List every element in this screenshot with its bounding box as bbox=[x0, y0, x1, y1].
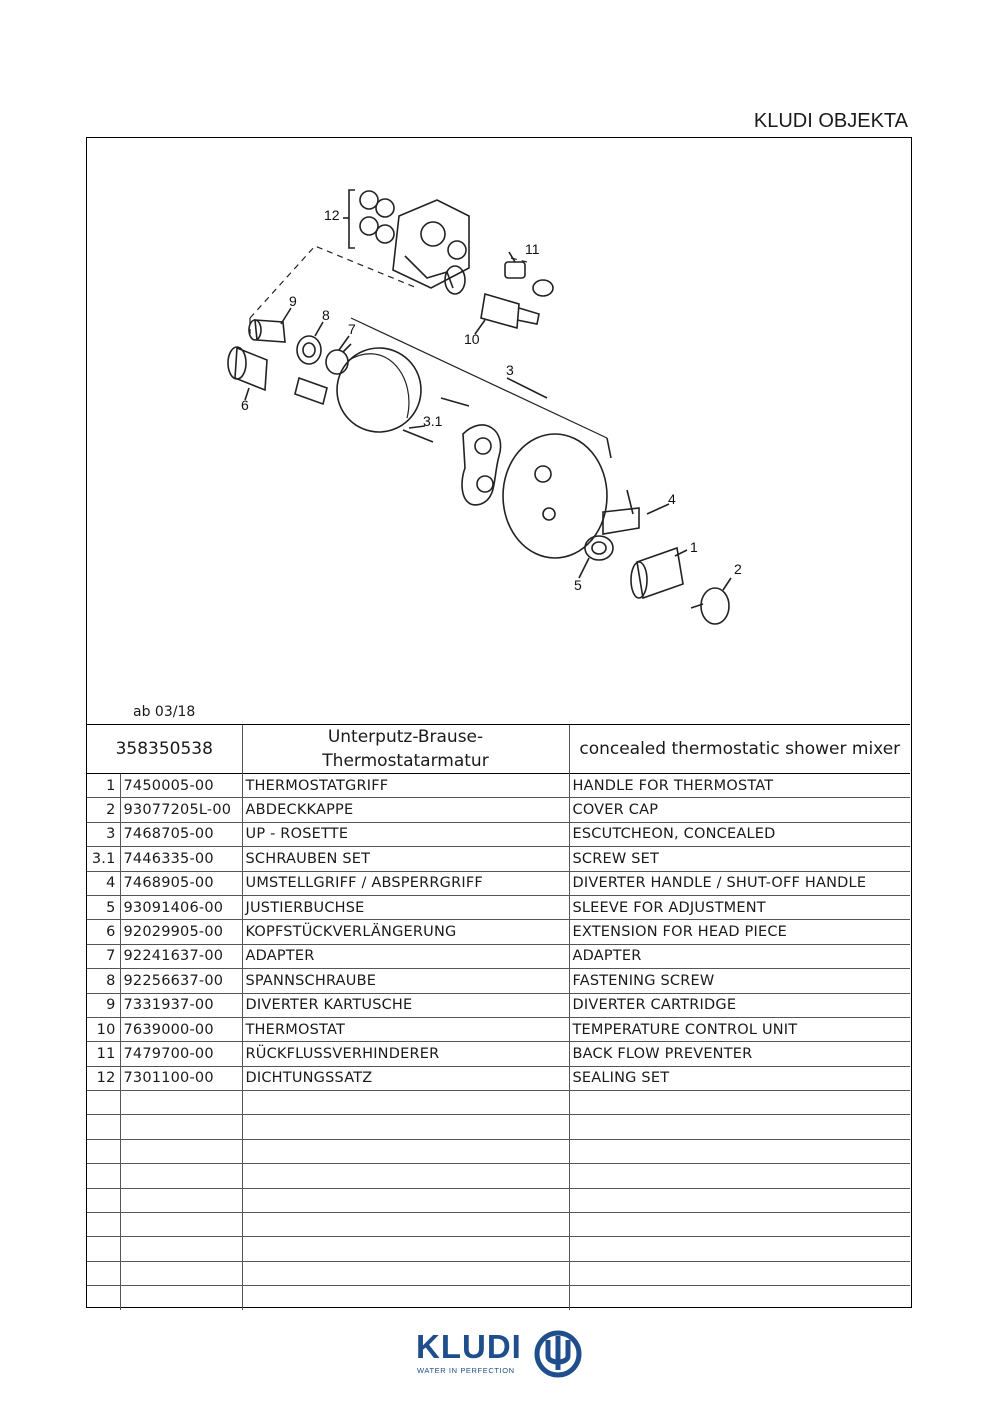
part-article-number bbox=[120, 1164, 242, 1188]
part-article-number: 7468705-00 bbox=[120, 822, 242, 846]
part-position bbox=[87, 1213, 120, 1237]
part-name-en bbox=[569, 1286, 910, 1310]
part-name-de bbox=[242, 1139, 569, 1163]
callout-3: 3 bbox=[506, 362, 514, 378]
part-position: 7 bbox=[87, 944, 120, 968]
part-name-de: RÜCKFLUSSVERHINDERER bbox=[242, 1042, 569, 1066]
part-name-en: ADAPTER bbox=[569, 944, 910, 968]
part-name-en bbox=[569, 1188, 910, 1212]
part-name-en: EXTENSION FOR HEAD PIECE bbox=[569, 920, 910, 944]
part-name-de: THERMOSTAT bbox=[242, 1017, 569, 1041]
callout-11: 11 bbox=[525, 241, 540, 257]
table-row bbox=[87, 1017, 910, 1041]
part-name-de bbox=[242, 1188, 569, 1212]
kludi-logo bbox=[416, 1328, 586, 1378]
part-article-number: 92241637-00 bbox=[120, 944, 242, 968]
callout-8: 8 bbox=[322, 307, 330, 323]
part-position: 9 bbox=[87, 993, 120, 1017]
part-name-en bbox=[569, 1091, 910, 1115]
part-name-en: BACK FLOW PREVENTER bbox=[569, 1042, 910, 1066]
callout-9: 9 bbox=[289, 293, 297, 309]
brand-tagline: WATER IN PERFECTION bbox=[417, 1366, 515, 1375]
table-row bbox=[87, 871, 910, 895]
article-number: 358350538 bbox=[87, 725, 242, 774]
table-row bbox=[87, 1115, 910, 1139]
part-name-en bbox=[569, 1237, 910, 1261]
part-position bbox=[87, 1164, 120, 1188]
part-position: 8 bbox=[87, 969, 120, 993]
sealing-set-bracket bbox=[349, 190, 355, 248]
part-position: 3 bbox=[87, 822, 120, 846]
part-article-number: 7450005-00 bbox=[120, 774, 242, 798]
part-position: 5 bbox=[87, 895, 120, 919]
part-article-number: 7479700-00 bbox=[120, 1042, 242, 1066]
table-row bbox=[87, 920, 910, 944]
part-position bbox=[87, 1139, 120, 1163]
part-position: 10 bbox=[87, 1017, 120, 1041]
table-row bbox=[87, 895, 910, 919]
table-row bbox=[87, 1139, 910, 1163]
part-name-en: DIVERTER HANDLE / SHUT-OFF HANDLE bbox=[569, 871, 910, 895]
part-position bbox=[87, 1115, 120, 1139]
part-name-de: ABDECKKAPPE bbox=[242, 798, 569, 822]
table-row bbox=[87, 944, 910, 968]
part-name-en: SCREW SET bbox=[569, 847, 910, 871]
part-name-de: KOPFSTÜCKVERLÄNGERUNG bbox=[242, 920, 569, 944]
part-article-number: 7468905-00 bbox=[120, 871, 242, 895]
part-position bbox=[87, 1188, 120, 1212]
part-article-number bbox=[120, 1115, 242, 1139]
part-article-number: 92029905-00 bbox=[120, 920, 242, 944]
part-name-en bbox=[569, 1261, 910, 1285]
table-row bbox=[87, 969, 910, 993]
date-note: ab 03/18 bbox=[133, 704, 196, 720]
part-name-en bbox=[569, 1115, 910, 1139]
part-name-en: SLEEVE FOR ADJUSTMENT bbox=[569, 895, 910, 919]
part-position: 12 bbox=[87, 1066, 120, 1090]
callout-1: 1 bbox=[690, 539, 698, 555]
part-position: 2 bbox=[87, 798, 120, 822]
table-row bbox=[87, 822, 910, 846]
part-name-en: COVER CAP bbox=[569, 798, 910, 822]
part-name-de: THERMOSTATGRIFF bbox=[242, 774, 569, 798]
table-row bbox=[87, 993, 910, 1017]
callout-7: 7 bbox=[348, 321, 356, 337]
part-name-en: ESCUTCHEON, CONCEALED bbox=[569, 822, 910, 846]
part-article-number: 7301100-00 bbox=[120, 1066, 242, 1090]
part-name-de: JUSTIERBUCHSE bbox=[242, 895, 569, 919]
exploded-view-drawing bbox=[87, 138, 910, 724]
product-header-row bbox=[87, 725, 910, 774]
table-row bbox=[87, 1188, 910, 1212]
part-name-de bbox=[242, 1091, 569, 1115]
part-article-number bbox=[120, 1188, 242, 1212]
table-row bbox=[87, 1261, 910, 1285]
part-article-number bbox=[120, 1237, 242, 1261]
part-position: 4 bbox=[87, 871, 120, 895]
table-row bbox=[87, 798, 910, 822]
product-name-en: concealed thermostatic shower mixer bbox=[569, 725, 910, 774]
callout-6: 6 bbox=[241, 397, 249, 413]
table-row bbox=[87, 1066, 910, 1090]
part-name-de bbox=[242, 1286, 569, 1310]
drawing-frame bbox=[86, 137, 912, 1308]
part-name-de bbox=[242, 1164, 569, 1188]
part-position: 3.1 bbox=[87, 847, 120, 871]
part-position bbox=[87, 1286, 120, 1310]
part-name-de: ADAPTER bbox=[242, 944, 569, 968]
callout-3-1: 3.1 bbox=[423, 413, 443, 429]
part-position: 1 bbox=[87, 774, 120, 798]
callout-12: 12 bbox=[324, 207, 340, 223]
part-name-de bbox=[242, 1237, 569, 1261]
callout-10: 10 bbox=[464, 331, 480, 347]
table-row bbox=[87, 1042, 910, 1066]
part-name-de bbox=[242, 1213, 569, 1237]
table-row bbox=[87, 1164, 910, 1188]
series-title: KLUDI OBJEKTA bbox=[753, 110, 908, 132]
callout-2: 2 bbox=[734, 561, 742, 577]
part-article-number: 7331937-00 bbox=[120, 993, 242, 1017]
part-name-en bbox=[569, 1139, 910, 1163]
product-name-de: Unterputz-Brause-Thermostatarmatur bbox=[242, 725, 569, 774]
part-article-number: 7639000-00 bbox=[120, 1017, 242, 1041]
table-row bbox=[87, 774, 910, 798]
part-name-de: SPANNSCHRAUBE bbox=[242, 969, 569, 993]
part-name-en bbox=[569, 1213, 910, 1237]
part-name-en: HANDLE FOR THERMOSTAT bbox=[569, 774, 910, 798]
part-position bbox=[87, 1261, 120, 1285]
part-position bbox=[87, 1237, 120, 1261]
part-article-number bbox=[120, 1261, 242, 1285]
table-row bbox=[87, 1091, 910, 1115]
part-name-de: DICHTUNGSSATZ bbox=[242, 1066, 569, 1090]
table-row bbox=[87, 847, 910, 871]
part-name-en: SEALING SET bbox=[569, 1066, 910, 1090]
kludi-wave-icon bbox=[534, 1330, 582, 1378]
valve-body bbox=[393, 200, 469, 288]
callout-5: 5 bbox=[574, 577, 582, 593]
part-name-de: UMSTELLGRIFF / ABSPERRGRIFF bbox=[242, 871, 569, 895]
parts-table bbox=[87, 724, 910, 1310]
part-name-de: UP - ROSETTE bbox=[242, 822, 569, 846]
part-article-number bbox=[120, 1091, 242, 1115]
part-article-number: 92256637-00 bbox=[120, 969, 242, 993]
part-name-en bbox=[569, 1164, 910, 1188]
part-position: 11 bbox=[87, 1042, 120, 1066]
part-article-number: 93077205L-00 bbox=[120, 798, 242, 822]
part-name-de bbox=[242, 1261, 569, 1285]
part-name-de: DIVERTER KARTUSCHE bbox=[242, 993, 569, 1017]
table-row bbox=[87, 1286, 910, 1310]
part-name-de: SCHRAUBEN SET bbox=[242, 847, 569, 871]
callout-4: 4 bbox=[668, 491, 676, 507]
table-row bbox=[87, 1213, 910, 1237]
part-article-number bbox=[120, 1139, 242, 1163]
exploded-view-svg bbox=[87, 138, 910, 724]
part-article-number: 93091406-00 bbox=[120, 895, 242, 919]
part-name-en: FASTENING SCREW bbox=[569, 969, 910, 993]
part-article-number bbox=[120, 1286, 242, 1310]
part-name-de bbox=[242, 1115, 569, 1139]
part-name-en: TEMPERATURE CONTROL UNIT bbox=[569, 1017, 910, 1041]
part-name-en: DIVERTER CARTRIDGE bbox=[569, 993, 910, 1017]
part-article-number: 7446335-00 bbox=[120, 847, 242, 871]
part-position bbox=[87, 1091, 120, 1115]
part-article-number bbox=[120, 1213, 242, 1237]
table-row bbox=[87, 1237, 910, 1261]
brand-name: KLUDI bbox=[416, 1328, 522, 1365]
part-position: 6 bbox=[87, 920, 120, 944]
